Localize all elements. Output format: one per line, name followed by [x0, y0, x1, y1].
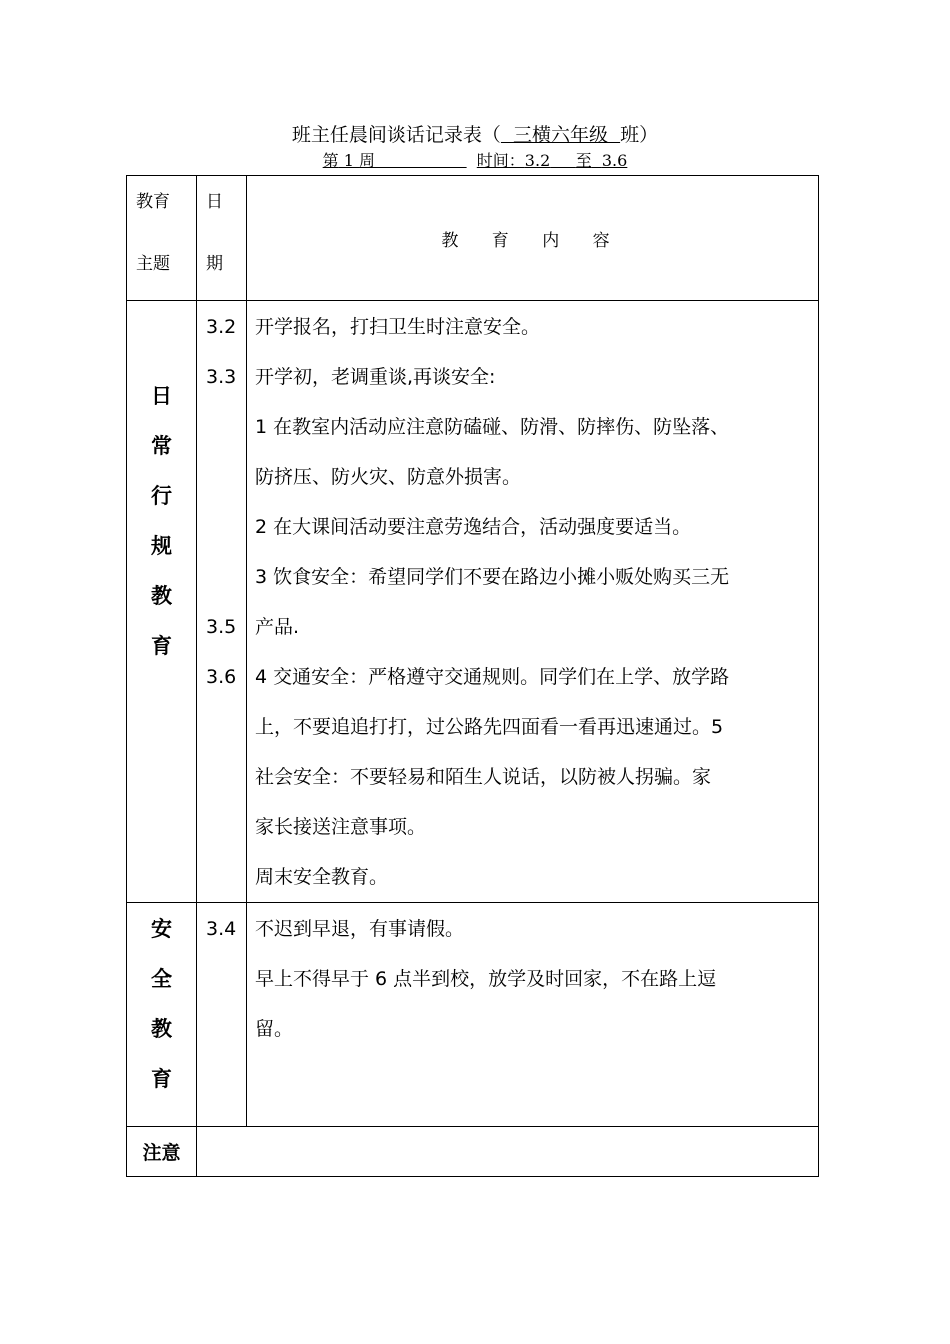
class-name: 三横六年级 [500, 124, 621, 146]
content-line: 不迟到早退，有事请假。 [255, 918, 465, 940]
header-date-line2: 期 [206, 254, 223, 274]
content-line: 留。 [255, 1018, 294, 1040]
date-entry [206, 402, 246, 452]
header-topic-cell [127, 176, 197, 301]
content-line: 3 饮食安全：希望同学们不要在路边小摊小贩处购买三无 [255, 566, 730, 588]
topic-cell-safety [127, 903, 197, 1127]
content-line: 产品. [255, 616, 300, 638]
time-to: 至 [575, 151, 592, 170]
record-table [126, 175, 819, 1177]
topic-char: 规 [151, 534, 172, 558]
content-line: 4 交通安全：严格遵守交通规则。同学们在上学、放学路 [255, 666, 730, 688]
date-entry [206, 552, 246, 602]
date-cell-routine [197, 301, 247, 903]
time-start: 3.2 [524, 151, 551, 170]
note-content-cell [197, 1127, 819, 1177]
form-title [0, 122, 950, 148]
content-line: 上，不要追追打打，过公路先四面看一看再迅速通过。5 [255, 716, 724, 738]
week-label: 第 [322, 151, 339, 170]
content-line: 开学报名，打扫卫生时注意安全。 [255, 316, 541, 338]
topic-char: 日 [151, 384, 172, 408]
header-date-cell [197, 176, 247, 301]
topic-char: 安 [151, 917, 172, 941]
title-prefix: 班主任晨间谈话记录表（ [291, 124, 501, 146]
week-value: 1 [338, 151, 360, 170]
content-line: 家长接送注意事项。 [255, 816, 427, 838]
week-time-line [0, 151, 950, 171]
content-line: 周末安全教育。 [255, 866, 389, 888]
content-cell-safety [247, 903, 819, 1127]
content-line: 1 在教室内活动应注意防磕碰、防滑、防摔伤、防坠落、 [255, 416, 730, 438]
topic-char: 育 [151, 1067, 172, 1091]
week-unit: 周 [359, 151, 467, 170]
date-entry: 3.6 [206, 666, 237, 688]
time-label: 时间： [476, 151, 525, 170]
date-entry: 3.5 [206, 616, 237, 638]
topic-cell-routine [127, 301, 197, 903]
note-label-cell: 注意 [127, 1127, 197, 1177]
topic-char: 全 [151, 967, 172, 991]
title-suffix: 班） [620, 124, 659, 146]
content-cell-routine [247, 301, 819, 903]
content-line: 防挤压、防火灾、防意外损害。 [255, 466, 522, 488]
week-field [323, 151, 467, 170]
content-line: 社会安全：不要轻易和陌生人说话，以防被人拐骗。家 [255, 766, 712, 788]
topic-char: 育 [151, 634, 172, 658]
topic-char: 教 [151, 1017, 172, 1041]
date-cell-safety [197, 903, 247, 1127]
header-date-line1: 日 [206, 192, 223, 212]
header-row [127, 176, 819, 301]
date-entry: 3.2 [206, 316, 237, 338]
content-line: 2 在大课间活动要注意劳逸结合，活动强度要适当。 [255, 516, 692, 538]
section-row-safety [127, 903, 819, 1127]
date-entry [206, 502, 246, 552]
header-content-cell: 教 育 内 容 [247, 176, 819, 301]
topic-char: 行 [151, 484, 172, 508]
note-row [127, 1127, 819, 1177]
topic-char: 常 [151, 434, 172, 458]
time-field [477, 151, 628, 170]
header-topic-line2: 主题 [136, 254, 170, 274]
date-entry: 3.4 [206, 918, 237, 940]
content-line: 早上不得早于 6 点半到校，放学及时回家，不在路上逗 [255, 968, 717, 990]
section-row-routine [127, 301, 819, 903]
date-entry [206, 452, 246, 502]
header-topic-line1: 教育 [136, 192, 170, 212]
time-end: 3.6 [601, 151, 628, 170]
topic-char: 教 [151, 584, 172, 608]
date-entry: 3.3 [206, 366, 237, 388]
content-line: 开学初，老调重谈,再谈安全: [255, 366, 496, 388]
